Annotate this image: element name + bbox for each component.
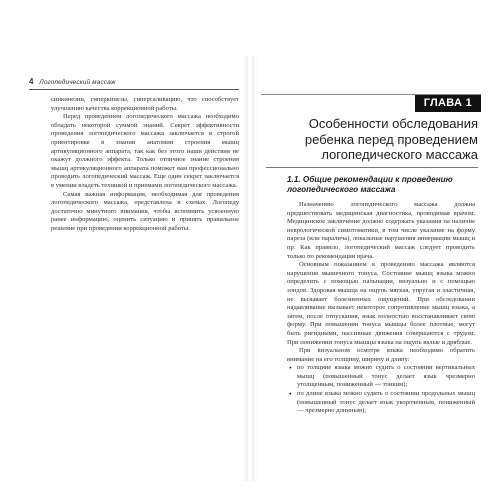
right-body-text <box>287 201 475 416</box>
left-page <box>16 56 248 481</box>
section-heading: 1.1. Общие рекомендации к проведению логопедического массажа <box>287 175 453 194</box>
right-page <box>252 56 484 481</box>
paragraph: При визуальном осмотре языка необходимо обратить внимание на его толщину, ширину и длину: <box>287 347 475 363</box>
chapter-label: ГЛАВА 1 <box>415 95 481 112</box>
book-spread <box>16 56 484 481</box>
paragraph: Перед проведением логопедического массажа необходимо обладать некоторой суммой знаний. Секрет эффективности проведения логопедического массажа заключается в строгой ориентировке в знании анатомии строения мышц артикуляционного аппарата, так как без этого наши действия не окажут должного эффекта. Только отличное знание строения мышц артикуляционного аппарата поможет вам профессионально проводить логопедический массаж. Еще один секрет заключается в умении владеть техникой и приемами логопедического массажа. <box>51 113 239 189</box>
paragraph: синкинезии, гиперкинезы, гиперсаливацию, что способствует улучшению качества коррекционной работы. <box>51 96 239 112</box>
paragraph: Самая важная информация, необходимая для проведения логопедического массажа, представлена в схемах. Логопеду достаточно минутного внимания, чтобы вспомнить усвоенную ранее информацию, оценить ситуацию и принять правильное решение при проведении коррекционной работы. <box>51 190 239 232</box>
chapter-bar <box>261 94 481 112</box>
list-item: ● по длине языка можно судить о состоянии продольных мышц (повышенный тонус делает язык укороченным, пониженный — чрезмерно длинным); <box>287 390 475 416</box>
running-head <box>29 78 239 90</box>
bullet-list <box>287 364 475 416</box>
chapter-divider <box>266 167 478 168</box>
chapter-title: Особенности обследования ребенка перед проведением логопедического массажа <box>304 116 478 162</box>
left-body-text <box>51 96 239 234</box>
paragraph: Назначению логопедического массажа должна предшествовать медицинская диагностика, проводимая врачом. Медицинское заключение должно содержать указания на наличие неврологической симптоматики, в том числе указание на форму пареза (или паралича), локальные нарушения иннервации мышц и пр. Как правило, логопедический массаж следует проводить только по рекомендации врача. <box>287 201 475 260</box>
page-number: 4 <box>29 77 34 86</box>
running-head-title: Логопедический массаж <box>39 79 116 86</box>
paragraph: Основным показанием к проведению массажа являются нарушения мышечного тонуса. Состояние мышц языка можно определить с помощью пальпации, визуально и с помощью зондов. Здоровая мышца на ощупь мягкая, упругая и эластичная, не вызывает болезненных ощущений. При обследовании надавливание вызывает некоторое сопротивление мышц языка, а затем, после отпускания, язык полностью восстанавливает свою форму. При повышении тонуса мышцы более плотные, могут быть ригидными, пассивные движения совершаются с трудом. При понижении тонуса мышцы языка на ощупь вялые и дряблые. <box>287 261 475 346</box>
list-item: ● по толщине языка можно судить о состоянии вертикальных мышц (повышенный тонус делает язык чрезмерно утолщенным, пониженный — тонким); <box>287 364 475 390</box>
